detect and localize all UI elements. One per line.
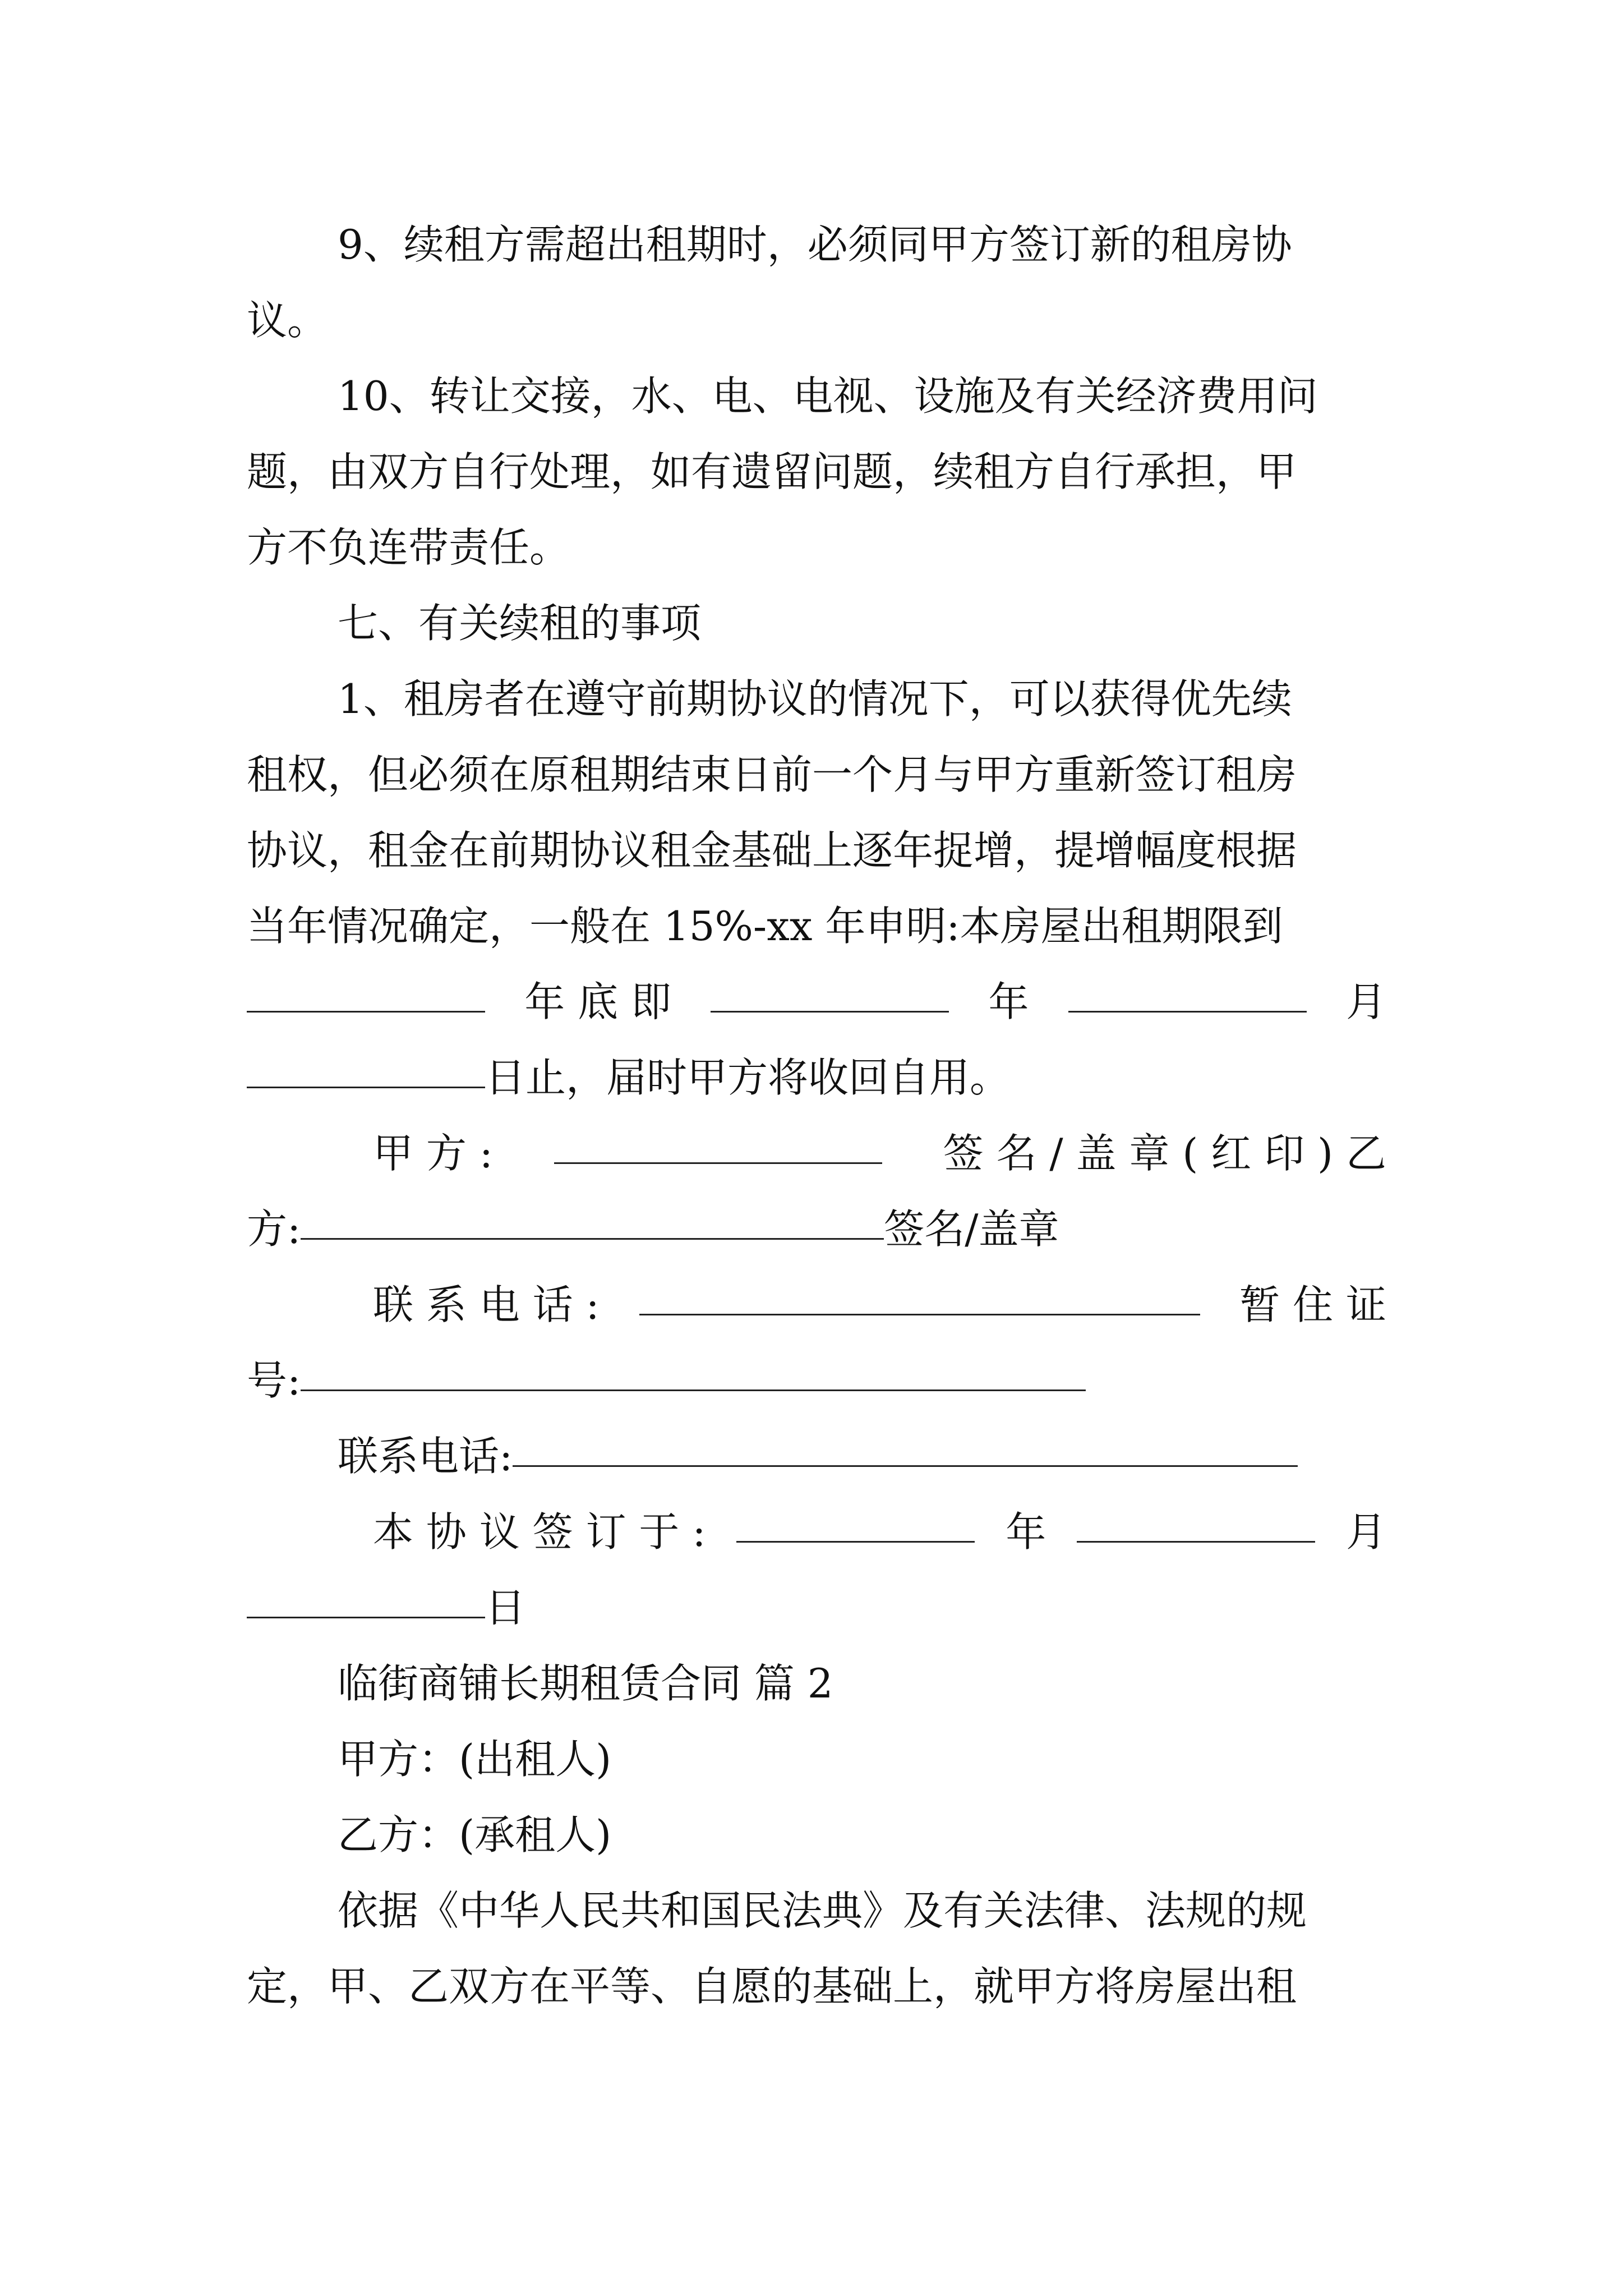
- permit-number-blank: [301, 1389, 1086, 1391]
- lease-end-date-line: [247, 964, 1386, 1040]
- day-blank: [247, 1087, 485, 1088]
- signing-month-blank: [1077, 1541, 1315, 1543]
- renewal-clause-1-line-4: 当年情况确定，一般在 15%-xx 年申明:本房屋出租期限到: [247, 903, 1283, 950]
- signing-year-blank: [736, 1541, 975, 1543]
- contract-2-party-b: 乙方：(承租人): [338, 1811, 612, 1858]
- party-b-phone-blank: [513, 1465, 1298, 1467]
- section-7-heading: 七、有关续租的事项: [338, 600, 702, 647]
- month-label: 月: [1345, 978, 1386, 1025]
- signing-day-blank: [247, 1617, 485, 1618]
- signing-day-line: [247, 1570, 1386, 1646]
- month-blank: [1068, 1011, 1307, 1013]
- permit-number-line: [247, 1342, 1386, 1419]
- clause-10-line-2: 题，由双方自行处理，如有遗留问题，续租方自行承担，甲: [247, 448, 1297, 495]
- year-blank: [711, 1011, 949, 1013]
- party-a-blank: [554, 1162, 882, 1164]
- lease-end-tail: 日止，届时甲方将收回自用。: [485, 1054, 1011, 1101]
- party-b-blank: [301, 1238, 884, 1240]
- party-b-phone-line: [338, 1418, 1386, 1494]
- clause-9-line-1: 9、续租方需超出租期时，必须同甲方签订新的租房协: [338, 221, 1292, 268]
- signing-day-label: 日: [485, 1584, 526, 1631]
- party-b-sign-label: 签名/盖章: [884, 1205, 1059, 1253]
- permit-label-tail: 号:: [247, 1357, 301, 1404]
- contact-phone-blank: [639, 1314, 1200, 1315]
- contract-2-title: 临街商铺长期租赁合同 篇 2: [338, 1660, 833, 1707]
- clause-9-line-2: 议。: [247, 297, 328, 344]
- signing-year-label: 年: [1006, 1508, 1046, 1556]
- permit-label: 暂 住 证: [1239, 1281, 1386, 1328]
- contract-2-intro-line-2: 定，甲、乙双方在平等、自愿的基础上，就甲方将房屋出租: [247, 1963, 1297, 2010]
- renewal-clause-1-line-2: 租权，但必须在原租期结束日前一个月与甲方重新签订租房: [247, 751, 1297, 798]
- party-b-phone-label: 联系电话:: [338, 1433, 513, 1480]
- year-label: 年: [988, 978, 1029, 1025]
- party-a-signature-line: [373, 1115, 1386, 1191]
- contact-phone-line: [373, 1267, 1386, 1343]
- signing-month-label: 月: [1345, 1508, 1386, 1556]
- year-end-label: 年 底 即: [524, 978, 672, 1025]
- contact-phone-label: 联 系 电 话 :: [373, 1281, 600, 1328]
- signing-date-label: 本 协 议 签 订 于 :: [373, 1508, 706, 1556]
- renewal-clause-1-line-1: 1、租房者在遵守前期协议的情况下，可以获得优先续: [338, 675, 1292, 723]
- signing-date-line: [373, 1494, 1386, 1570]
- party-b-signature-line: [247, 1191, 1386, 1267]
- lease-end-day-line: [247, 1039, 1386, 1116]
- party-b-label: 方:: [247, 1205, 301, 1253]
- clause-10-line-1: 10、转让交接，水、电、电视、设施及有关经济费用问: [338, 372, 1318, 420]
- contract-2-intro-line-1: 依据《中华人民共和国民法典》及有关法律、法规的规: [338, 1887, 1307, 1934]
- contract-2-party-a: 甲方：(出租人): [338, 1736, 612, 1783]
- renewal-clause-1-line-3: 协议，租金在前期协议租金基础上逐年捉增，提增幅度根据: [247, 827, 1297, 874]
- party-a-sign-label: 签 名 / 盖 章 ( 红 印 ) 乙: [943, 1130, 1386, 1177]
- party-a-label: 甲 方 :: [373, 1130, 494, 1177]
- end-year-blank: [247, 1011, 485, 1013]
- clause-10-line-3: 方不负连带责任。: [247, 524, 570, 571]
